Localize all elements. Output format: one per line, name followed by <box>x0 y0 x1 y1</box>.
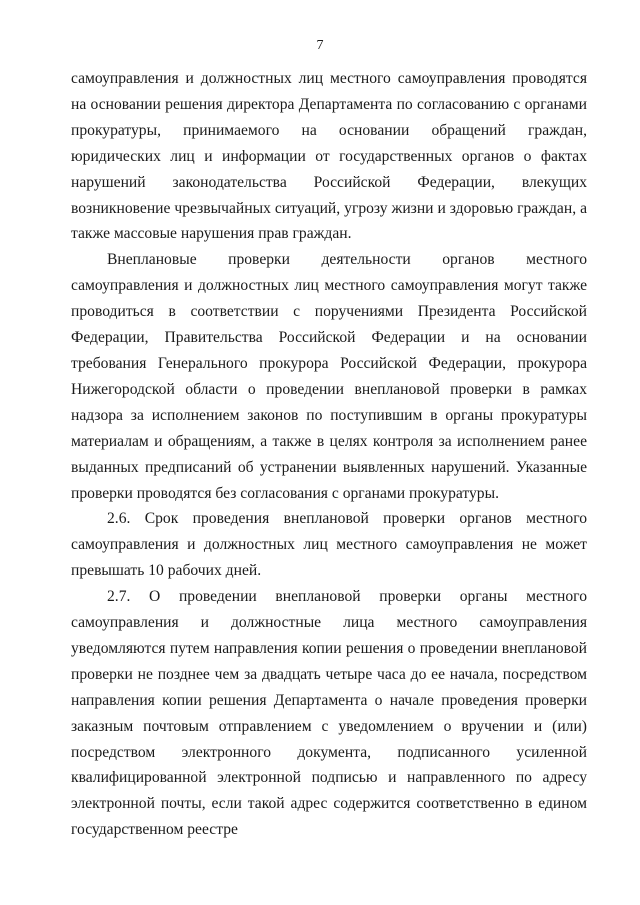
body-text <box>71 66 587 843</box>
page-number: 7 <box>316 38 324 53</box>
paragraph-clause-2-6: 2.6. Срок проведения внеплановой проверки органов местного самоуправления и должностных лиц местного самоуправления не может превышать 10 рабочих дней. <box>71 510 587 580</box>
paragraph-continuation: самоуправления и должностных лиц местного самоуправления проводятся на основании решения директора Департамента по согласованию с органами прокуратуры, принимаемого на основании обращений граждан, юридических лиц и информации от государственных органов о фактах нарушений законодательства Российской Федерации, влекущих возникновение чрезвычайных ситуаций, угрозу жизни и здоровью граждан, а также массовые нарушения прав граждан. <box>71 70 587 243</box>
paragraph-clause-2-7: 2.7. О проведении внеплановой проверки органы местного самоуправления и должностные лица местного самоуправления уведомляются путем направления копии решения о проведении внеплановой проверки не позднее чем за двадцать четыре часа до ее начала, посредством направления копии решения Департамента о начале проведения проверки заказным почтовым отправлением с уведомлением о вручении и (или) посредством электронного документа, подписанного усиленной квалифицированной электронной подписью и направленного по адресу электронной почты, если такой адрес содержится соответственно в едином государственном реестре <box>71 588 587 839</box>
paragraph-unscheduled-inspections: Внеплановые проверки деятельности органов местного самоуправления и должностных лиц местного самоуправления могут также проводиться в соответствии с поручениями Президента Российской Федерации, Правительства Российской Федерации и на основании требования Генерального прокурора Российской Федерации, прокурора Нижегородской области о проведении внеплановой проверки в рамках надзора за исполнением законов по поступившим в органы прокуратуры материалам и обращениям, а также в целях контроля за исполнением ранее выданных предписаний об устранении выявленных нарушений. Указанные проверки проводятся без согласования с органами прокуратуры. <box>71 251 587 502</box>
